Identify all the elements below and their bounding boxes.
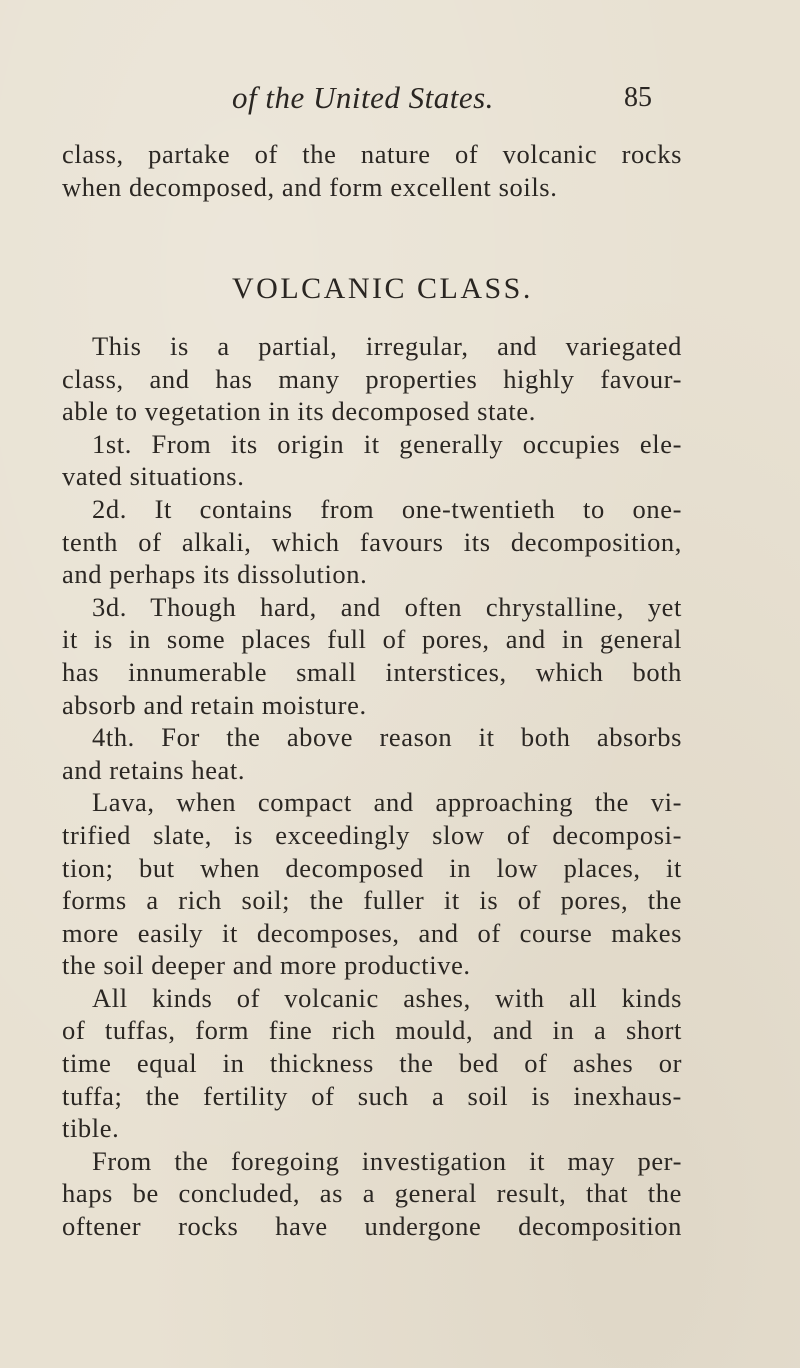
text-line: class, partake of the nature of volcanic rocks — [62, 139, 682, 169]
text-line: 2d. It contains from one-twentieth to one- — [92, 493, 682, 524]
text-line: All kinds of volcanic ashes, with all kinds — [92, 982, 682, 1013]
section-heading: VOLCANIC CLASS. — [232, 272, 533, 305]
text-line: time equal in thickness the bed of ashes or — [62, 1048, 682, 1079]
text-line: vated situations. — [62, 461, 245, 492]
text-line: trified slate, is exceedingly slow of decomposi- — [62, 819, 682, 850]
text-line: able to vegetation in its decomposed state. — [62, 396, 536, 427]
text-line: tible. — [62, 1113, 120, 1144]
running-head — [0, 80, 800, 124]
text-line: absorb and retain moisture. — [62, 689, 367, 720]
text-line: 4th. For the above reason it both absorbs — [92, 722, 682, 753]
text-line: it is in some places full of pores, and in general — [62, 624, 682, 655]
text-line: This is a partial, irregular, and variegated — [92, 331, 682, 361]
text-line: and perhaps its dissolution. — [62, 559, 368, 590]
intro-paragraph — [62, 138, 682, 203]
text-line: Lava, when compact and approaching the vi- — [92, 787, 682, 818]
text-line: 3d. Though hard, and often chrystalline, yet — [92, 591, 682, 622]
running-title: of the United States. — [232, 80, 494, 115]
text-line: haps be concluded, as a general result, that the — [62, 1178, 682, 1209]
text-line: and retains heat. — [62, 754, 246, 785]
text-line: oftener rocks have undergone decomposition — [62, 1211, 682, 1242]
text-line: class, and has many properties highly favour- — [62, 363, 682, 394]
text-line: tion; but when decomposed in low places, it — [62, 852, 682, 883]
section-heading-row — [0, 272, 800, 312]
text-line: of tuffas, form fine rich mould, and in a short — [62, 1015, 682, 1046]
page-number: 85 — [624, 82, 652, 113]
text-line: forms a rich soil; the fuller it is of pores, the — [62, 885, 682, 916]
text-line: tenth of alkali, which favours its decomposition, — [62, 526, 682, 557]
text-line: tuffa; the fertility of such a soil is inexhaus- — [62, 1080, 682, 1111]
text-line: when decomposed, and form excellent soils. — [62, 171, 558, 202]
text-line: the soil deeper and more productive. — [62, 950, 471, 981]
section-body — [62, 330, 682, 1243]
text-line: has innumerable small interstices, which both — [62, 656, 682, 687]
text-line: 1st. From its origin it generally occupies ele- — [92, 428, 682, 459]
text-line: From the foregoing investigation it may per- — [92, 1145, 682, 1176]
text-line: more easily it decomposes, and of course makes — [62, 917, 682, 948]
